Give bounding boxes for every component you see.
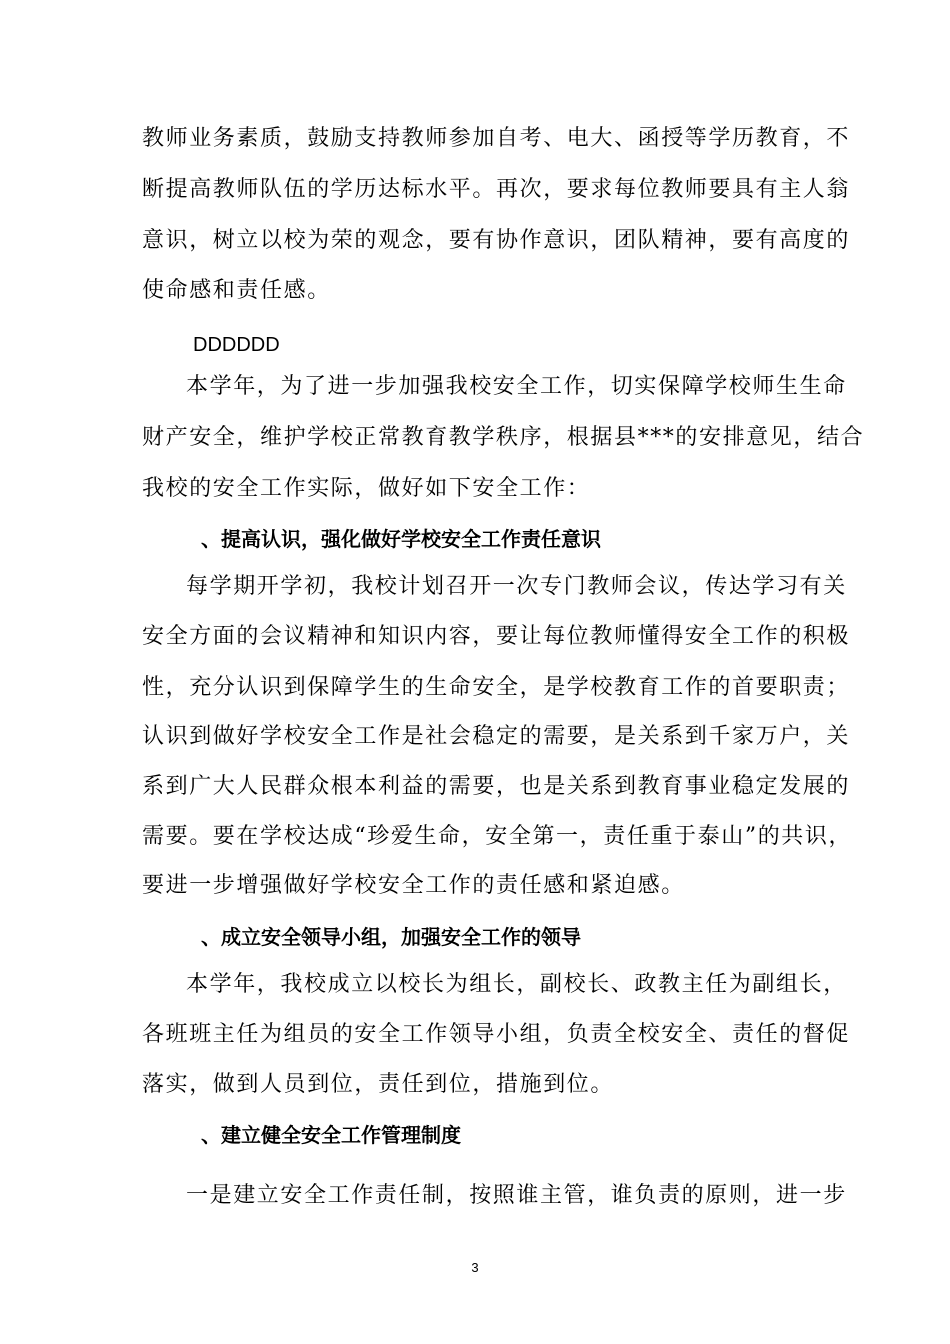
para2-line-5: 系到广大人民群众根本利益的需要，也是关系到教育事业稳定发展的 <box>142 774 851 799</box>
intro-line-3: 意识，树立以校为荣的观念，要有协作意识，团队精神，要有高度的 <box>142 228 851 253</box>
heading-1: 、提高认识，强化做好学校安全工作责任意识 <box>201 527 601 551</box>
para1-line-2: 财产安全，维护学校正常教育教学秩序，根据县***的安排意见，结合 <box>142 425 865 450</box>
para1-line-1: 本学年，为了进一步加强我校安全工作，切实保障学校师生生命 <box>186 374 847 399</box>
para3-line-3: 落实，做到人员到位，责任到位，措施到位。 <box>142 1072 615 1097</box>
intro-line-2: 断提高教师队伍的学历达标水平。再次，要求每位教师要具有主人翁 <box>142 177 851 202</box>
heading-2: 、成立安全领导小组，加强安全工作的领导 <box>201 925 581 949</box>
intro-line-1: 教师业务素质，鼓励支持教师参加自考、电大、函授等学历教育，不 <box>142 126 851 151</box>
para3-line-1: 本学年，我校成立以校长为组长，副校长、政教主任为副组长， <box>186 972 847 997</box>
intro-line-4: 使命感和责任感。 <box>142 278 331 303</box>
para4-line-1: 一是建立安全工作责任制，按照谁主管，谁负责的原则，进一步 <box>186 1183 847 1208</box>
section-marker: DDDDDD <box>193 334 280 356</box>
para2-line-6: 需要。要在学校达成“珍爱生命，安全第一，责任重于泰山”的共识， <box>142 824 853 849</box>
para2-line-4: 认识到做好学校安全工作是社会稳定的需要，是关系到千家万户，关 <box>142 724 851 749</box>
para2-line-1: 每学期开学初，我校计划召开一次专门教师会议，传达学习有关 <box>186 574 847 599</box>
para2-line-2: 安全方面的会议精神和知识内容，要让每位教师懂得安全工作的积极 <box>142 624 851 649</box>
para2-line-3: 性，充分认识到保障学生的生命安全，是学校教育工作的首要职责； <box>142 675 851 700</box>
para2-line-7: 要进一步增强做好学校安全工作的责任感和紧迫感。 <box>142 873 685 898</box>
para1-line-3: 我校的安全工作实际，做好如下安全工作： <box>142 476 591 501</box>
heading-3: 、建立健全安全工作管理制度 <box>201 1123 461 1147</box>
page-number: 3 <box>471 1260 479 1275</box>
para3-line-2: 各班班主任为组员的安全工作领导小组，负责全校安全、责任的督促 <box>142 1022 851 1047</box>
